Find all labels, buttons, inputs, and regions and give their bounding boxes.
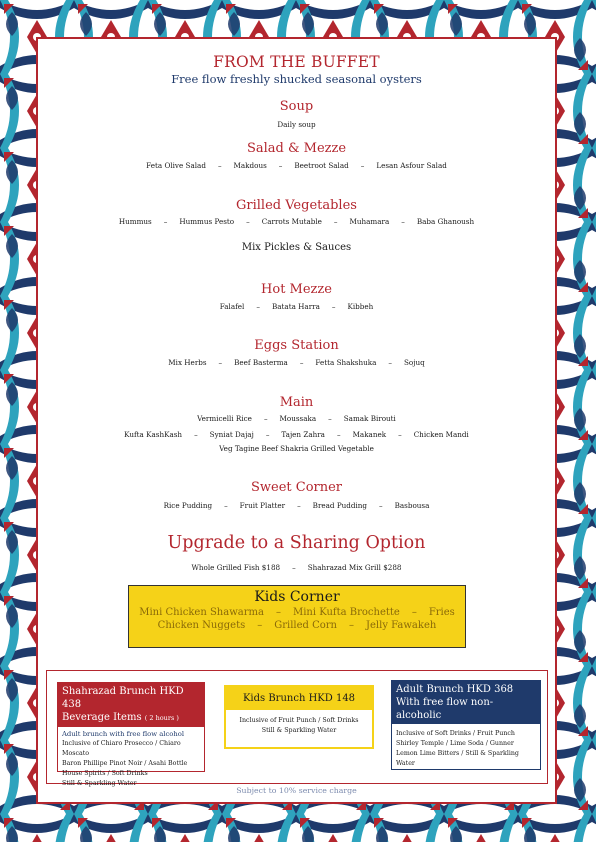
kids-corner-row2 — [129, 620, 465, 631]
menu-item: Shahrazad Mix Grill $288 — [307, 563, 402, 572]
menu-item: Hummus — [118, 217, 152, 226]
separator: – — [224, 501, 228, 510]
separator: – — [297, 501, 301, 510]
main-items-row1 — [38, 414, 555, 423]
menu-item: Sojuq — [403, 358, 425, 367]
menu-item: Fruit Platter — [239, 501, 286, 510]
separator: – — [411, 607, 417, 618]
separator: – — [292, 563, 296, 572]
menu-item: Rice Pudding — [163, 501, 213, 510]
beverage-items-label: Beverage Items — [62, 712, 142, 723]
shahrazad-lead: Adult brunch with free flow alcohol — [62, 730, 185, 738]
menu-item: Syniat Dajaj — [209, 430, 254, 439]
section-title-main: Main — [279, 395, 314, 410]
adult-brunch-subtitle: With free flow non-alcoholic — [396, 697, 494, 721]
separator: – — [331, 302, 336, 311]
menu-item: Jelly Fawakeh — [366, 620, 437, 631]
section-title-soup: Soup — [279, 99, 314, 114]
menu-item: Moussaka — [279, 414, 317, 423]
menu-item: Carrots Mutable — [261, 217, 322, 226]
menu-item: Basbousa — [394, 501, 430, 510]
menu-item: Hummus Pesto — [179, 217, 235, 226]
menu-item: Baba Ghanoush — [416, 217, 475, 226]
separator: – — [217, 161, 222, 170]
mix-pickles-line: Mix Pickles & Sauces — [241, 242, 352, 253]
separator: – — [275, 607, 281, 618]
salad-items — [38, 161, 555, 170]
kids-corner-title: Kids Corner — [254, 589, 340, 605]
beverage-duration: ( 2 hours ) — [144, 714, 179, 722]
separator: – — [360, 161, 365, 170]
kids-brunch-body — [226, 710, 372, 738]
main-items-row3: Veg Tagine Beef Shakria Grilled Vegetable — [219, 444, 374, 453]
sweet-items — [38, 501, 555, 510]
shahrazad-line: Baron Phillipe Pinot Noir / Asahi Bottle — [62, 760, 188, 767]
upgrade-items — [38, 563, 555, 572]
shahrazad-beverage-line — [62, 711, 200, 725]
shahrazad-line: Inclusive of Chiaro Prosecco / Chiaro Moscato — [62, 740, 181, 757]
kids-brunch-title: Kids Brunch HKD 148 — [226, 687, 372, 710]
shahrazad-line: Still & Sparkling Water — [62, 780, 137, 787]
shahrazad-brunch-header — [58, 683, 204, 727]
separator: – — [218, 358, 223, 367]
section-title-salad: Salad & Mezze — [246, 141, 347, 156]
separator: – — [398, 430, 402, 439]
kids-brunch-line: Inclusive of Fruit Punch / Soft Drinks — [239, 717, 359, 724]
menu-item: Mini Kufta Brochette — [292, 607, 400, 618]
menu-item: Makdous — [233, 161, 267, 170]
hot-mezze-items — [38, 302, 555, 311]
menu-item: Fetta Shakshuka — [315, 358, 377, 367]
menu-item: Feta Olive Salad — [146, 161, 206, 170]
menu-item: Batata Harra — [271, 302, 320, 311]
kids-brunch-line: Still & Sparkling Water — [261, 727, 337, 734]
menu-item: Vermicelli Rice — [197, 414, 252, 423]
separator: – — [246, 217, 250, 226]
menu-item: Muhamara — [349, 217, 390, 226]
separator: – — [256, 302, 260, 311]
menu-item: Bread Pudding — [312, 501, 368, 510]
menu-item: Kibbeh — [347, 302, 374, 311]
separator: – — [336, 430, 341, 439]
separator: – — [333, 217, 338, 226]
menu-item: Falafel — [219, 302, 245, 311]
section-title-grilled: Grilled Vegetables — [236, 198, 357, 213]
menu-item: Fries — [428, 607, 455, 618]
menu-item: Kufta KashKash — [124, 430, 183, 439]
separator: – — [265, 430, 270, 439]
separator: – — [163, 217, 168, 226]
menu-item: Mini Chicken Shawarma — [139, 607, 264, 618]
menu-item: Lesan Asfour Salad — [376, 161, 447, 170]
separator: – — [388, 358, 392, 367]
separator: – — [328, 414, 332, 423]
menu-subtitle: Free flow freshly shucked seasonal oysters — [171, 72, 422, 86]
menu-item: Grilled Corn — [274, 620, 337, 631]
menu-item: Chicken Mandi — [413, 430, 469, 439]
main-items-row2 — [38, 430, 555, 439]
adult-brunch-body — [392, 724, 540, 771]
soup-items — [38, 120, 555, 129]
menu-panel — [36, 37, 557, 804]
adult-brunch-header — [392, 681, 540, 724]
separator: – — [278, 161, 283, 170]
separator: – — [379, 501, 383, 510]
menu-item: Chicken Nuggets — [157, 620, 246, 631]
eggs-items — [38, 358, 555, 367]
grilled-items — [38, 217, 555, 226]
menu-item: Samak Birouti — [343, 414, 396, 423]
section-title-sweet: Sweet Corner — [250, 480, 343, 495]
shahrazad-line: House Spirits / Soft Drinks — [62, 770, 148, 777]
service-charge-note: Subject to 10% service charge — [236, 786, 357, 795]
menu-item: Beef Basterma — [234, 358, 288, 367]
shahrazad-brunch-body — [58, 727, 204, 791]
section-title-eggs: Eggs Station — [254, 338, 339, 353]
menu-item: Makanek — [352, 430, 387, 439]
separator: – — [263, 414, 268, 423]
upgrade-title: Upgrade to a Sharing Option — [167, 533, 426, 553]
adult-brunch-line: Lemon Lime Bitters / Still & Sparkling Water — [396, 750, 519, 767]
menu-item: Mix Herbs — [168, 358, 207, 367]
adult-brunch-card — [391, 680, 541, 770]
separator: – — [401, 217, 405, 226]
separator: – — [257, 620, 263, 631]
shahrazad-brunch-card — [57, 682, 205, 787]
shahrazad-brunch-title: Shahrazad Brunch HKD 438 — [62, 686, 184, 710]
kids-corner-box — [128, 585, 466, 648]
section-title-hot-mezze: Hot Mezze — [261, 282, 332, 297]
separator: – — [299, 358, 304, 367]
adult-brunch-title: Adult Brunch HKD 368 — [396, 684, 514, 695]
adult-brunch-line: Inclusive of Soft Drinks / Fruit Punch — [396, 730, 515, 737]
menu-item: Tajen Zahra — [281, 430, 325, 439]
soup-item: Daily soup — [277, 120, 316, 129]
adult-brunch-line: Shirley Temple / Lime Soda / Gunner — [396, 740, 514, 747]
brunch-options-box — [46, 670, 548, 787]
kids-brunch-card — [224, 685, 374, 749]
separator: – — [349, 620, 354, 631]
kids-corner-row1 — [129, 607, 465, 618]
menu-item: Whole Grilled Fish $188 — [191, 563, 281, 572]
separator: – — [194, 430, 198, 439]
menu-title: FROM THE BUFFET — [213, 53, 380, 71]
menu-item: Beetroot Salad — [294, 161, 349, 170]
